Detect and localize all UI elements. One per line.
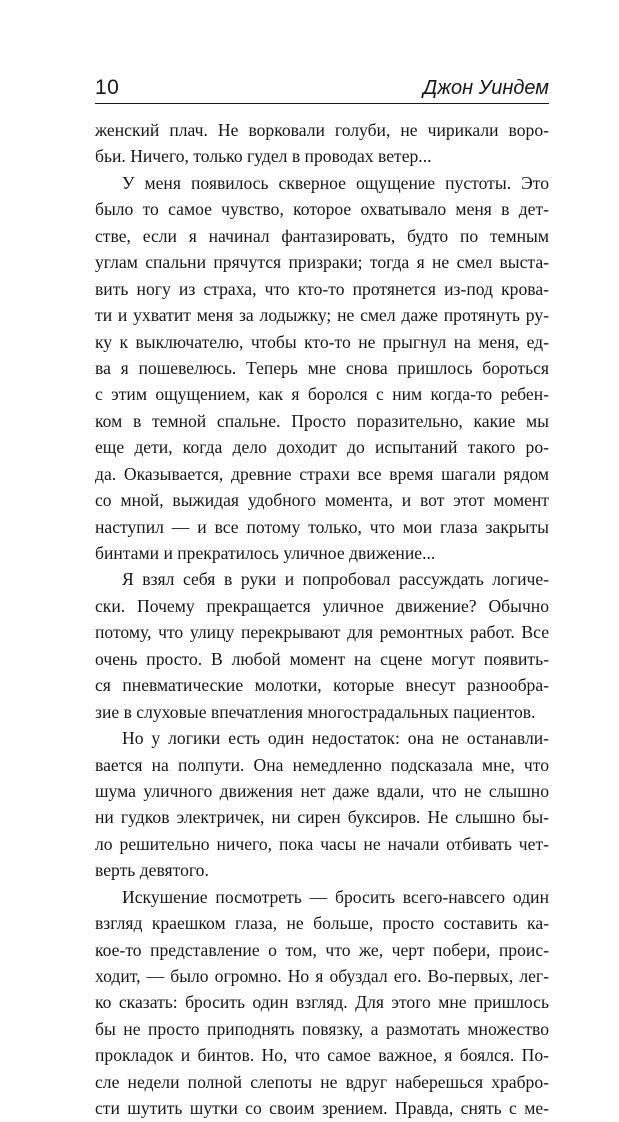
text-line: бинтами и прекратилось уличное движение... [95, 543, 436, 563]
text-line: Но у логики есть один недостаток: она не останавли- [122, 728, 549, 749]
text-line: наступил — и все потому только, что мои глаза закрыты [95, 516, 549, 537]
text-line: У меня появилось скверное ощущение пустоты. Это [122, 172, 549, 193]
text-line: кое-то представление о том, что же, черт побери, проис- [95, 939, 549, 960]
text-line: ходит, — было огромно. Но я обуздал его. Во-первых, лег- [95, 966, 549, 986]
text-line: сле недели полной слепоты не вдруг наберешься храбро- [95, 1071, 549, 1092]
text-line: углам спальни прячутся призраки; тогда я не смел выста- [95, 252, 549, 273]
text-line: со мной, выжидая удобного момента, и вот этот момент [95, 490, 549, 511]
text-line: стве, если я начинал фантазировать, будто по темным [95, 225, 549, 246]
text-line: ти и ухватит меня за лодыжку; не смел даже протянуть ру- [95, 305, 549, 326]
text-line: прокладок и бинтов. Но, что самое важное, я боялся. По- [95, 1045, 549, 1066]
text-line: да. Оказывается, древние страхи все время шагали рядом [95, 463, 549, 484]
text-line: ло решительно ничего, пока часы не начали отбивать чет- [95, 833, 549, 854]
header-rule [95, 103, 549, 104]
text-line: ски. Почему прекращается уличное движение? Обычно [95, 595, 549, 616]
text-body [95, 117, 549, 1122]
text-line: сти шутить шутки со своим зрением. Правда, снять с ме- [95, 1098, 549, 1119]
text-line: женский плач. Не ворковали голуби, не чирикали воро- [95, 120, 549, 140]
paragraph [95, 117, 549, 170]
text-line: зие в слуховые впечатления многострадальных пациентов. [95, 701, 536, 722]
text-line: Искушение посмотреть — бросить всего-навсего один [122, 886, 549, 907]
text-line: взгляд краешком глаза, не больше, просто составить ка- [95, 913, 549, 934]
text-line: потому, что улицу перекрывают для ремонтных работ. Все [95, 622, 549, 643]
text-line: было то самое чувство, которое охватывало меня в дет- [95, 199, 549, 220]
paragraph [95, 566, 549, 725]
paragraph [95, 884, 549, 1122]
text-line: с этим ощущением, как я боролся с ним когда-то ребен- [95, 384, 549, 405]
page-number: 10 [95, 76, 120, 99]
text-line: шума уличного движения нет даже вдали, что не слышно [95, 780, 549, 801]
text-line: ся пневматические молотки, которые внесут разнообра- [95, 675, 549, 696]
text-line: вить ногу из страха, что кто-то протянется из-под крова- [95, 278, 549, 299]
text-line: Я взял себя в руки и попробовал рассуждать логиче- [122, 569, 549, 590]
text-line: ко сказать: бросить один взгляд. Для этого мне пришлось [95, 992, 549, 1013]
text-line: еще дети, когда дело доходит до испытаний такого ро- [95, 437, 549, 458]
text-line: очень просто. В любой момент на сцене могут появить- [95, 648, 549, 669]
text-line: ку к выключателю, чтобы кто-то не прыгнул на меня, ед- [95, 331, 549, 352]
text-line: ком в темной спальне. Просто поразительно, какие мы [95, 410, 549, 431]
running-head [95, 76, 549, 102]
text-line: ни гудков электричек, ни сирен буксиров. Не слышно бы- [95, 807, 549, 828]
text-line: ва я пошевелюсь. Теперь мне снова пришлось бороться [95, 357, 549, 378]
text-line: бьи. Ничего, только гудел в проводах ветер... [95, 146, 432, 167]
text-line: вается на полпути. Она немедленно подсказала мне, что [95, 754, 549, 775]
paragraph [95, 170, 549, 567]
book-author: Джон Уиндем [423, 77, 549, 99]
paragraph [95, 725, 549, 884]
text-line: верть девятого. [95, 860, 209, 881]
text-line: бы не просто приподнять повязку, а размотать множество [95, 1018, 549, 1039]
